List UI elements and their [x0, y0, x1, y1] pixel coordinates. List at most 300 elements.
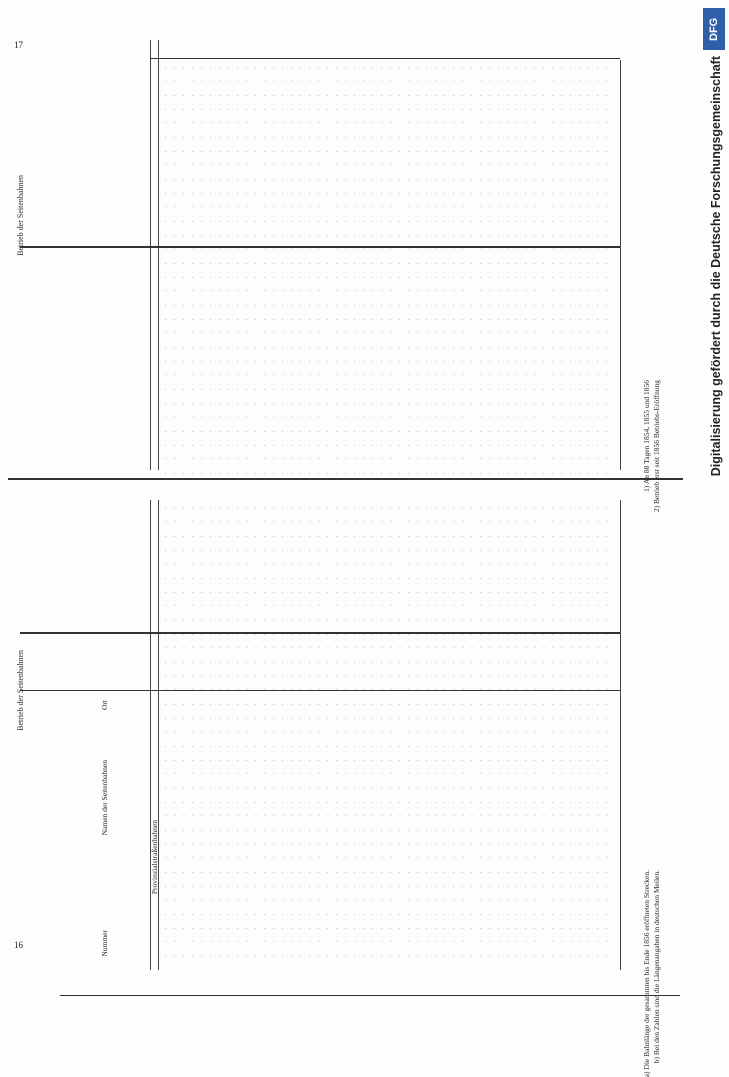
table-cell-mark: · [597, 897, 599, 903]
table-cell-mark: . [489, 883, 491, 889]
table-cell-mark: · [462, 456, 464, 462]
table-cell-mark: . [192, 386, 194, 392]
table-cell-mark: . [354, 575, 356, 581]
table-cell-mark: . [345, 470, 347, 476]
table-cell-mark: . [453, 589, 455, 595]
table-cell-mark: · [444, 897, 446, 903]
table-cell-mark: . [462, 659, 464, 665]
table-cell-mark: . [543, 925, 545, 931]
table-cell-mark: . [543, 190, 545, 196]
table-cell-mark: . [462, 883, 464, 889]
table-cell-mark: . [345, 400, 347, 406]
table-cell-mark: . [237, 673, 239, 679]
table-cell-mark: . [210, 260, 212, 266]
table-cell-mark: . [507, 428, 509, 434]
table-cell-mark: . [318, 274, 320, 280]
table-cell-mark: . [390, 106, 392, 112]
table-cell-mark: . [345, 533, 347, 539]
table-cell-mark: . [588, 911, 590, 917]
table-cell-mark: . [444, 344, 446, 350]
table-cell-mark: · [381, 603, 383, 609]
table-cell-mark: . [507, 701, 509, 707]
table-cell-mark: . [453, 617, 455, 623]
table-cell-mark: . [453, 631, 455, 637]
table-cell-mark: · [282, 162, 284, 168]
table-cell-mark: . [264, 757, 266, 763]
table-cell-mark: · [264, 519, 266, 525]
table-cell-mark: · [336, 246, 338, 252]
table-cell-mark: . [516, 589, 518, 595]
table-cell-mark: . [570, 260, 572, 266]
table-cell-mark: . [291, 533, 293, 539]
table-cell-mark: · [516, 855, 518, 861]
table-cell-mark: · [165, 288, 167, 294]
table-cell-mark: · [489, 78, 491, 84]
table-cell-mark: . [381, 617, 383, 623]
table-cell-mark: · [273, 246, 275, 252]
table-cell-mark: . [399, 260, 401, 266]
table-cell-mark: . [255, 869, 257, 875]
table-cell-mark: . [408, 827, 410, 833]
table-cell-mark: . [210, 106, 212, 112]
table-cell-mark: . [534, 701, 536, 707]
table-cell-mark: · [354, 288, 356, 294]
table-cell-mark: . [390, 260, 392, 266]
table-cell-mark: . [345, 757, 347, 763]
table-cell-mark: . [345, 92, 347, 98]
table-cell-mark: . [408, 344, 410, 350]
table-cell-mark: . [453, 925, 455, 931]
table-cell-mark: . [597, 358, 599, 364]
table-cell-mark: · [597, 519, 599, 525]
table-cell-mark: . [246, 617, 248, 623]
table-cell-mark: . [606, 428, 608, 434]
table-cell-mark: . [192, 841, 194, 847]
table-cell-mark: · [192, 729, 194, 735]
table-cell-mark: · [480, 414, 482, 420]
table-cell-mark: · [237, 120, 239, 126]
table-cell-mark: · [606, 561, 608, 567]
table-cell-mark: . [417, 533, 419, 539]
table-cell-mark: . [318, 575, 320, 581]
table-cell-mark: . [201, 148, 203, 154]
table-cell-mark: . [282, 218, 284, 224]
table-cell-mark: . [579, 176, 581, 182]
table-cell-mark: . [237, 631, 239, 637]
table-cell-mark: . [336, 218, 338, 224]
table-cell-mark: · [507, 288, 509, 294]
table-cell-mark: . [579, 232, 581, 238]
table-cell-mark: . [345, 799, 347, 805]
table-cell-mark: . [345, 631, 347, 637]
table-cell-mark: . [489, 400, 491, 406]
table-cell-mark: . [300, 302, 302, 308]
table-cell-mark: . [201, 533, 203, 539]
table-cell-mark: . [228, 260, 230, 266]
table-cell-mark: . [444, 470, 446, 476]
table-cell-mark: · [318, 813, 320, 819]
table-cell-mark: . [489, 134, 491, 140]
table-cell-mark: . [534, 841, 536, 847]
table-cell-mark: · [264, 855, 266, 861]
table-cell-mark: . [192, 883, 194, 889]
table-cell-mark: . [210, 631, 212, 637]
table-cell-mark: . [291, 344, 293, 350]
table-cell-mark: . [282, 92, 284, 98]
table-cell-mark: . [273, 673, 275, 679]
table-cell-mark: . [534, 715, 536, 721]
table-cell-mark: . [471, 883, 473, 889]
table-cell-mark: . [426, 925, 428, 931]
table-cell-mark: . [336, 358, 338, 364]
table-cell-mark: · [507, 939, 509, 945]
table-cell-mark: . [525, 827, 527, 833]
table-cell-mark: . [552, 925, 554, 931]
table-cell-mark: · [201, 687, 203, 693]
table-cell-mark: · [534, 288, 536, 294]
table-cell-mark: . [498, 344, 500, 350]
table-cell-mark: . [210, 302, 212, 308]
table-cell-mark: . [543, 106, 545, 112]
table-cell-mark: . [192, 925, 194, 931]
table-cell-mark: . [237, 232, 239, 238]
table-cell-mark: . [489, 757, 491, 763]
table-cell-mark: . [174, 799, 176, 805]
table-cell-mark: · [336, 939, 338, 945]
table-cell-mark: . [606, 547, 608, 553]
table-cell-mark: . [579, 953, 581, 959]
table-cell-mark: . [471, 470, 473, 476]
table-cell-mark: · [228, 372, 230, 378]
table-cell-mark: . [579, 701, 581, 707]
table-cell-mark: . [561, 274, 563, 280]
table-cell-mark: . [228, 827, 230, 833]
table-cell-mark: . [570, 442, 572, 448]
table-cell-mark: · [534, 372, 536, 378]
table-cell-mark: . [408, 757, 410, 763]
table-cell-mark: · [561, 246, 563, 252]
table-cell-mark: . [588, 442, 590, 448]
table-cell-mark: . [372, 148, 374, 154]
table-cell-mark: . [435, 757, 437, 763]
table-cell-mark: . [417, 715, 419, 721]
table-cell-mark: · [228, 414, 230, 420]
table-cell-mark: . [552, 316, 554, 322]
table-cell-mark: . [480, 715, 482, 721]
table-cell-mark: · [282, 603, 284, 609]
table-cell-mark: . [525, 925, 527, 931]
table-cell-mark: · [183, 855, 185, 861]
table-cell-mark: . [597, 589, 599, 595]
table-cell-mark: . [255, 218, 257, 224]
table-cell-mark: . [444, 953, 446, 959]
table-cell-mark: · [354, 120, 356, 126]
table-cell-mark: . [381, 799, 383, 805]
table-cell-mark: . [354, 148, 356, 154]
table-cell-mark: . [219, 533, 221, 539]
table-cell-mark: . [579, 148, 581, 154]
table-cell-mark: . [327, 799, 329, 805]
table-cell-mark: · [219, 78, 221, 84]
table-cell-mark: . [174, 92, 176, 98]
table-cell-mark: . [336, 631, 338, 637]
table-cell-mark: . [381, 218, 383, 224]
table-cell-mark: . [228, 316, 230, 322]
table-cell-mark: . [210, 869, 212, 875]
table-cell-mark: · [435, 204, 437, 210]
table-cell-mark: . [588, 190, 590, 196]
table-cell-mark: . [219, 617, 221, 623]
table-cell-mark: . [498, 358, 500, 364]
table-cell-mark: . [363, 134, 365, 140]
table-cell-mark: . [192, 344, 194, 350]
table-cell-mark: . [471, 547, 473, 553]
table-cell-mark: · [471, 162, 473, 168]
table-cell-mark: . [300, 260, 302, 266]
table-cell-mark: · [426, 330, 428, 336]
table-cell-mark: · [507, 330, 509, 336]
table-cell-mark: · [237, 78, 239, 84]
table-cell-mark: . [525, 869, 527, 875]
table-cell-mark: . [336, 92, 338, 98]
table-cell-mark: . [183, 302, 185, 308]
table-cell-mark: · [597, 603, 599, 609]
table-cell-mark: · [354, 855, 356, 861]
table-cell-mark: · [291, 813, 293, 819]
table-cell-mark: . [201, 232, 203, 238]
table-cell-mark: · [237, 771, 239, 777]
table-cell-mark: . [417, 400, 419, 406]
table-cell-mark: . [561, 176, 563, 182]
table-cell-mark: . [300, 274, 302, 280]
table-cell-mark: . [237, 925, 239, 931]
table-cell-mark: . [426, 701, 428, 707]
table-cell-mark: · [345, 372, 347, 378]
table-cell-mark: . [345, 64, 347, 70]
table-cell-mark: · [498, 603, 500, 609]
table-cell-mark: . [453, 442, 455, 448]
table-cell-mark: · [399, 603, 401, 609]
table-cell-mark: . [480, 274, 482, 280]
table-cell-mark: · [282, 456, 284, 462]
table-cell-mark: . [237, 715, 239, 721]
table-cell-mark: · [210, 771, 212, 777]
table-cell-mark: . [291, 302, 293, 308]
table-cell-mark: · [228, 603, 230, 609]
table-cell-mark: · [336, 729, 338, 735]
table-cell-mark: · [354, 330, 356, 336]
table-cell-mark: . [462, 64, 464, 70]
table-cell-mark: · [507, 897, 509, 903]
table-cell-mark: . [174, 470, 176, 476]
table-cell-mark: . [327, 701, 329, 707]
table-cell-mark: . [228, 589, 230, 595]
table-cell-mark: · [570, 246, 572, 252]
table-cell-mark: . [282, 400, 284, 406]
table-cell-mark: · [561, 645, 563, 651]
table-cell-mark: . [507, 92, 509, 98]
table-cell-mark: · [588, 855, 590, 861]
table-cell-mark: . [282, 743, 284, 749]
table-cell-mark: · [210, 813, 212, 819]
table-cell-mark: · [219, 771, 221, 777]
table-cell-mark: · [264, 645, 266, 651]
table-cell-mark: . [219, 757, 221, 763]
table-cell-mark: . [552, 505, 554, 511]
table-cell-mark: . [201, 547, 203, 553]
table-cell-mark: . [516, 505, 518, 511]
table-cell-mark: · [498, 771, 500, 777]
table-cell-mark: · [417, 771, 419, 777]
table-cell-mark: . [309, 883, 311, 889]
table-cell-mark: . [345, 505, 347, 511]
table-cell-mark: · [480, 78, 482, 84]
table-cell-mark: · [498, 855, 500, 861]
table-cell-mark: . [462, 757, 464, 763]
table-cell-mark: . [570, 64, 572, 70]
table-cell-mark: . [606, 344, 608, 350]
table-cell-mark: . [255, 575, 257, 581]
table-cell-mark: · [516, 120, 518, 126]
table-cell-mark: · [606, 729, 608, 735]
table-cell-mark: · [399, 372, 401, 378]
table-cell-mark: · [372, 561, 374, 567]
table-cell-mark: . [507, 316, 509, 322]
table-cell-mark: . [363, 92, 365, 98]
table-cell-mark: . [291, 316, 293, 322]
dfg-banner [699, 0, 729, 1000]
table-cell-mark: . [561, 883, 563, 889]
table-cell-mark: . [480, 841, 482, 847]
table-cell-mark: . [498, 316, 500, 322]
table-cell-mark: · [282, 288, 284, 294]
table-cell-mark: · [417, 813, 419, 819]
table-cell-mark: · [489, 729, 491, 735]
table-cell-mark: · [255, 897, 257, 903]
table-cell-mark: · [471, 372, 473, 378]
table-cell-mark: . [597, 106, 599, 112]
table-cell-mark: · [219, 519, 221, 525]
table-cell-mark: · [498, 729, 500, 735]
table-cell-mark: . [327, 470, 329, 476]
table-cell-mark: . [336, 344, 338, 350]
table-cell-mark: . [444, 442, 446, 448]
table-cell-mark: . [552, 386, 554, 392]
table-cell-mark: . [264, 799, 266, 805]
table-cell-mark: . [264, 547, 266, 553]
table-cell-mark: · [336, 78, 338, 84]
table-cell-mark: · [291, 939, 293, 945]
table-cell-mark: . [255, 715, 257, 721]
table-cell-mark: . [552, 799, 554, 805]
table-cell-mark: · [543, 603, 545, 609]
table-cell-mark: · [399, 162, 401, 168]
table-cell-mark: . [282, 617, 284, 623]
table-cell-mark: · [435, 561, 437, 567]
table-cell-mark: · [282, 813, 284, 819]
table-cell-mark: · [354, 939, 356, 945]
table-cell-mark: . [336, 673, 338, 679]
table-cell-mark: . [228, 344, 230, 350]
table-cell-mark: . [507, 106, 509, 112]
table-cell-mark: . [381, 827, 383, 833]
table-cell-mark: . [570, 953, 572, 959]
table-cell-mark: . [372, 869, 374, 875]
table-cell-mark: . [183, 176, 185, 182]
table-cell-mark: . [318, 190, 320, 196]
table-cell-mark: . [561, 302, 563, 308]
table-cell-mark: . [597, 743, 599, 749]
table-cell-mark: · [543, 939, 545, 945]
table-cell-mark: . [579, 883, 581, 889]
table-cell-mark: . [525, 953, 527, 959]
table-cell-mark: . [579, 659, 581, 665]
table-cell-mark: . [516, 176, 518, 182]
table-cell-mark: · [606, 519, 608, 525]
table-cell-mark: . [282, 547, 284, 553]
table-cell-mark: . [300, 358, 302, 364]
table-cell-mark: · [192, 162, 194, 168]
table-cell-mark: . [300, 64, 302, 70]
table-cell-mark: . [210, 148, 212, 154]
table-cell-mark: · [273, 330, 275, 336]
table-cell-mark: . [210, 134, 212, 140]
table-cell-mark: . [237, 260, 239, 266]
table-cell-mark: · [561, 456, 563, 462]
table-cell-mark: . [183, 925, 185, 931]
table-cell-mark: · [426, 456, 428, 462]
table-cell-mark: . [417, 106, 419, 112]
table-cell-mark: . [228, 400, 230, 406]
table-cell-mark: · [390, 729, 392, 735]
table-cell-mark: . [282, 505, 284, 511]
table-cell-mark: · [426, 120, 428, 126]
page-number-lower: 16 [14, 940, 23, 950]
table-cell-mark: . [534, 218, 536, 224]
table-cell-mark: . [201, 106, 203, 112]
table-cell-mark: . [327, 533, 329, 539]
table-cell-mark: . [471, 134, 473, 140]
table-cell-mark: . [489, 715, 491, 721]
table-cell-mark: · [309, 645, 311, 651]
table-cell-mark: · [444, 603, 446, 609]
table-cell-mark: . [300, 386, 302, 392]
table-cell-mark: . [399, 358, 401, 364]
table-cell-mark: . [552, 190, 554, 196]
table-cell-mark: . [273, 869, 275, 875]
table-cell-mark: . [363, 785, 365, 791]
table-cell-mark: . [480, 442, 482, 448]
table-cell-mark: . [408, 673, 410, 679]
table-cell-mark: · [345, 120, 347, 126]
table-cell-mark: · [246, 603, 248, 609]
table-cell-mark: . [606, 442, 608, 448]
table-cell-mark: . [489, 505, 491, 511]
table-cell-mark: · [354, 687, 356, 693]
table-cell-mark: . [426, 911, 428, 917]
table-cell-mark: · [462, 414, 464, 420]
table-cell-mark: · [273, 519, 275, 525]
table-cell-mark: · [471, 813, 473, 819]
table-cell-mark: · [597, 771, 599, 777]
table-cell-mark: . [480, 386, 482, 392]
table-cell-mark: . [552, 673, 554, 679]
table-cell-mark: · [471, 204, 473, 210]
table-cell-mark: . [210, 799, 212, 805]
table-cell-mark: . [534, 911, 536, 917]
table-cell-mark: . [165, 673, 167, 679]
table-cell-mark: · [435, 120, 437, 126]
